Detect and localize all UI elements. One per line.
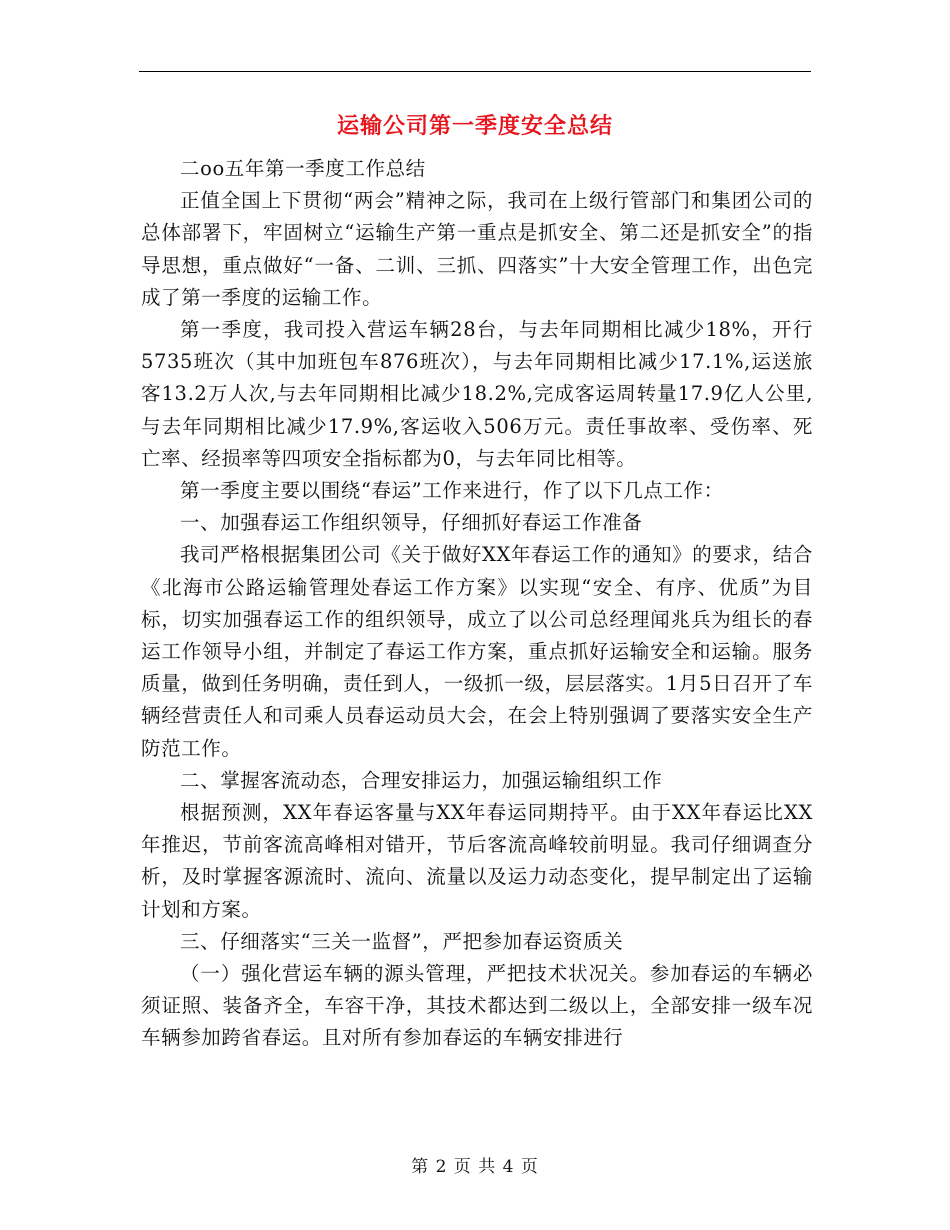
section-2-paragraph: 根据预测，XX年春运客量与XX年春运同期持平。由于XX年春运比XX年推迟，节前客流高峰相对错开，节后客流高峰较前明显。我司仔细调查分析，及时掌握客源流时、流向、流量以及运力动态变化，提早制定出了运输计划和方案。 <box>141 801 813 921</box>
document-title: 运输公司第一季度安全总结 <box>336 113 613 139</box>
subtitle-paragraph: 二oo五年第一季度工作总结 <box>180 157 426 180</box>
document-body <box>141 153 813 1055</box>
statistics-paragraph: 第一季度，我司投入营运车辆28台，与去年同期相比减少18%，开行5735班次（其中加班包车876班次），与去年同期相比减少17.1%,运送旅客13.2万人次,与去年同期相比减少18.2%,完成客运周转量17.9亿人公里,与去年同期相比减少17.9%,客运收入506万元。责任事故率、受伤率、死亡率、经损率等四项安全指标都为0，与去年同比相等。 <box>141 318 813 470</box>
intro-paragraph: 正值全国上下贯彻“两会”精神之际，我司在上级行管部门和集团公司的总体部署下，牢固树立“运输生产第一重点是抓安全、第二还是抓安全”的指导思想，重点做好“一备、二训、三抓、四落实”十大安全管理工作，出色完成了第一季度的运输工作。 <box>141 189 813 309</box>
work-summary-paragraph: 第一季度主要以围绕“春运”工作来进行，作了以下几点工作： <box>180 479 724 503</box>
section-heading-2: 二、掌握客流动态，合理安排运力，加强运输组织工作 <box>180 768 663 792</box>
section-heading-1: 一、加强春运工作组织领导，仔细抓好春运工作准备 <box>180 511 643 535</box>
section-1-paragraph: 我司严格根据集团公司《关于做好XX年春运工作的通知》的要求，结合《北海市公路运输管理处春运工作方案》以实现“安全、有序、优质”为目标，切实加强春运工作的组织领导，成立了以公司总经理闻兆兵为组长的春运工作领导小组，并制定了春运工作方案，重点抓好运输安全和运输。服务质量，做到任务明确，责任到人，一级抓一级，层层落实。1月5日召开了车辆经营责任人和司乘人员春运动员大会，在会上特别强调了要落实安全生产防范工作。 <box>141 543 813 760</box>
section-3-paragraph: （一）强化营运车辆的源头管理，严把技术状况关。参加春运的车辆必须证照、装备齐全，车容干净，其技术都达到二级以上，全部安排一级车况车辆参加跨省春运。且对所有参加春运的车辆安排进行 <box>141 962 813 1050</box>
header-rule <box>139 71 811 72</box>
page-number: 第 2 页 共 4 页 <box>411 1157 539 1177</box>
section-heading-3: 三、仔细落实“三关一监督”，严把参加春运资质关 <box>180 929 624 953</box>
